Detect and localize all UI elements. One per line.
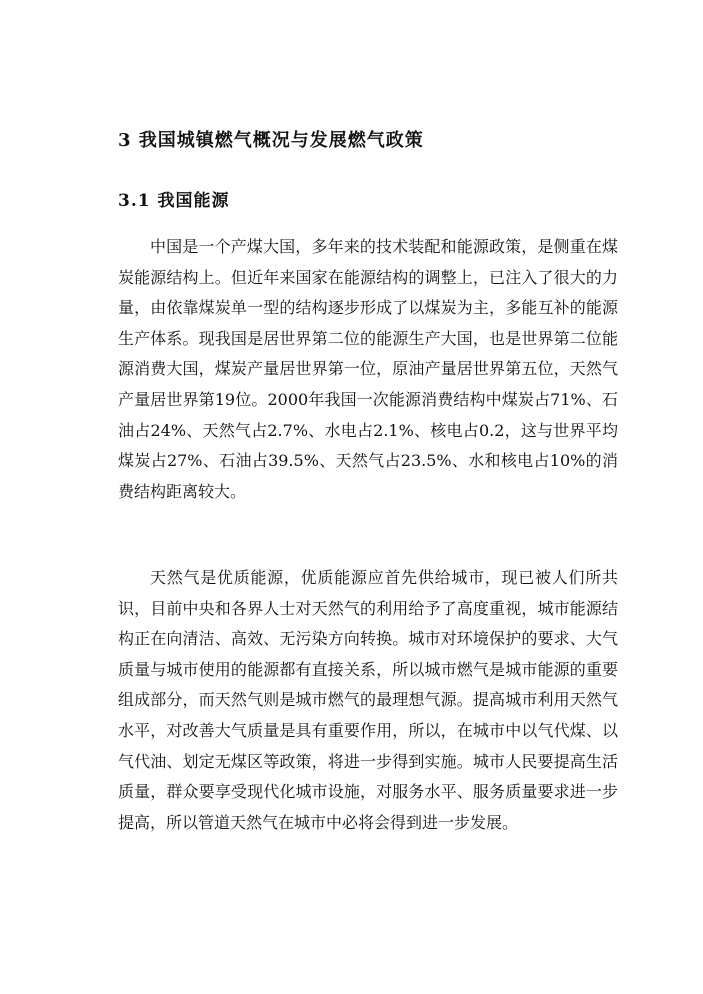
paragraph-natural-gas: 天然气是优质能源，优质能源应首先供给城市，现已被人们所共识，目前中央和各界人士对天然气的利用给予了高度重视，城市能源结构正在向清洁、高效、无污染方向转换。城市对环境保护的要求、大气质量与城市使用的能源都有直接关系，所以城市燃气是城市能源的重要组成部分，而天然气则是城市燃气的最理想气源。提高城市利用天然气水平，对改善大气质量是具有重要作用，所以，在城市中以气代煤、以气代油、划定无煤区等政策，将进一步得到实施。城市人民要提高生活质量，群众要享受现代化城市设施，对服务水平、服务质量要求进一步提高，所以管道天然气在城市中必将会得到进一步发展。 [118,568,618,832]
section-heading: 3.1 我国能源 [118,191,230,211]
chapter-heading: 3 我国城镇燃气概况与发展燃气政策 [118,130,424,151]
paragraph-energy-overview: 中国是一个产煤大国，多年来的技术装配和能源政策，是侧重在煤炭能源结构上。但近年来国家在能源结构的调整上，已注入了很大的力量，由依靠煤炭单一型的结构逐步形成了以煤炭为主，多能互补的能源生产体系。现我国是居世界第二位的能源生产大国，也是世界第二位能源消费大国，煤炭产量居世界第一位，原油产量居世界第五位，天然气产量居世界第19位。2000年我国一次能源消费结构中煤炭占71%、石油占24%、天然气占2.7%、水电占2.1%、核电占0.2，这与世界平均煤炭占27%、石油占39.5%、天然气占23.5%、水和核电占10%的消费结构距离较大。 [118,237,618,501]
